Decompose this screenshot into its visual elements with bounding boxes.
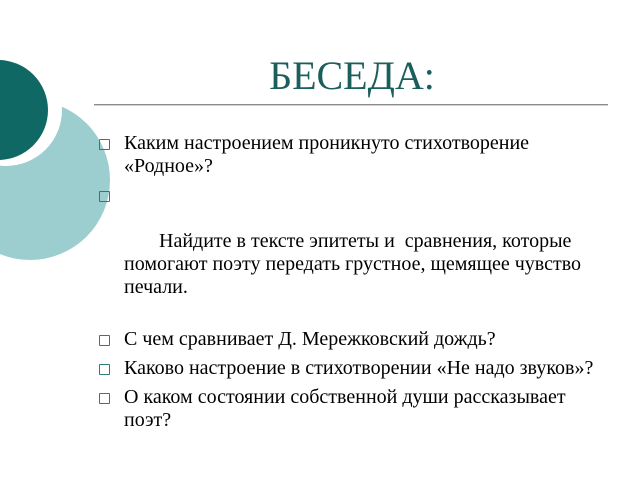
hollow-square-bullet-icon bbox=[99, 191, 110, 202]
slide-title: БЕСЕДА: bbox=[269, 53, 435, 98]
bullet-list bbox=[96, 132, 606, 438]
bullet-item bbox=[96, 357, 606, 380]
bullet-item bbox=[96, 386, 606, 432]
bullet-text: Каким настроением проникнуто стихотворение «Родное»? bbox=[124, 132, 530, 177]
bullet-item bbox=[96, 184, 606, 322]
hollow-square-bullet-icon bbox=[99, 335, 110, 346]
hollow-square-bullet-icon bbox=[99, 364, 110, 375]
bullet-text: Каково настроение в стихотворении «Не надо звуков»? bbox=[124, 357, 594, 379]
bullet-item bbox=[96, 132, 606, 178]
bullet-item bbox=[96, 328, 606, 351]
bullet-text: С чем сравнивает Д. Мережковский дождь? bbox=[124, 328, 496, 350]
bullet-text: О каком состоянии собственной души рассказывает поэт? bbox=[124, 386, 566, 431]
hollow-square-bullet-icon bbox=[99, 139, 110, 150]
title-divider bbox=[94, 104, 608, 106]
hollow-square-bullet-icon bbox=[99, 393, 110, 404]
bullet-text: Найдите в тексте эпитеты и сравнения, которые помогают поэту передать грустное, щемящее чувство печали. bbox=[124, 230, 587, 298]
